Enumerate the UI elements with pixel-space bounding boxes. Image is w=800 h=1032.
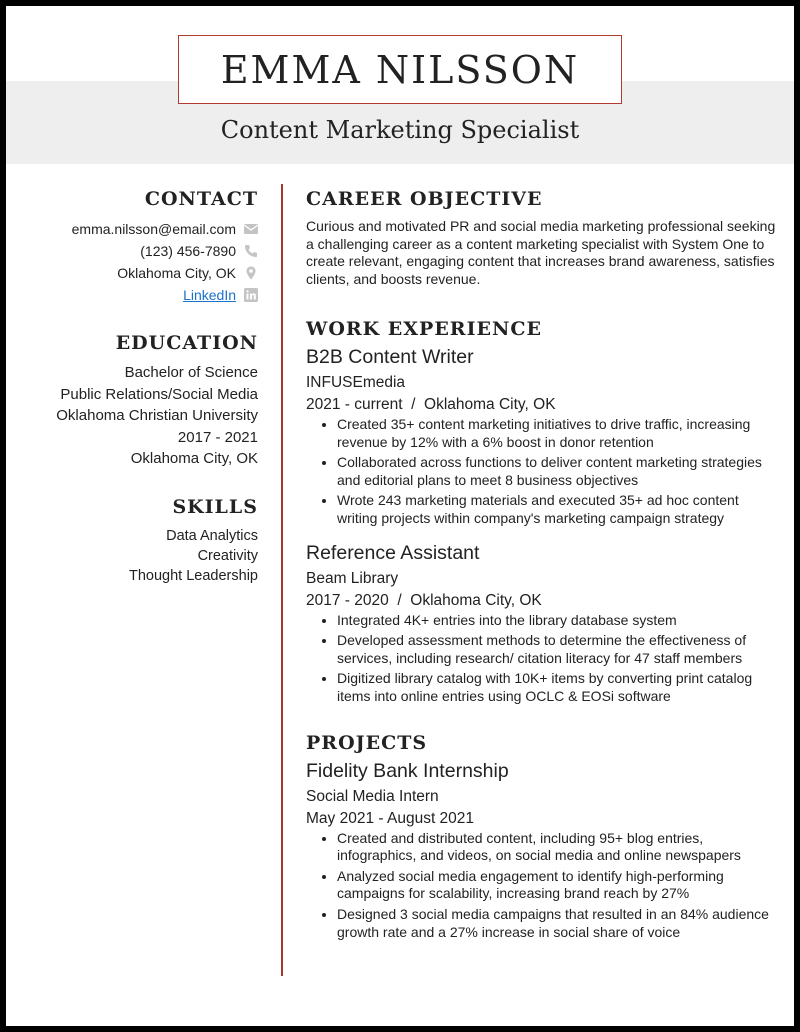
objective-heading: CAREER OBJECTIVE [306,188,543,210]
experience-heading: WORK EXPERIENCE [306,318,542,340]
education-heading: EDUCATION [115,332,258,354]
project-role: Social Media Intern [306,787,439,805]
skills-section [6,496,258,586]
job-title: B2B Content Writer [306,346,474,368]
education-years: 2017 - 2021 [177,428,258,446]
linkedin-icon [244,288,258,302]
column-divider [281,184,283,976]
bullet-item: • Digitized library catalog with 10K+ items by converting print catalog items into online entries using OCLC & EOSi software [337,670,776,705]
contact-phone [6,240,258,262]
project-title: Fidelity Bank Internship [306,759,509,782]
education-degree: Bachelor of Science [124,364,258,381]
job-title: Content Marketing Specialist [220,116,580,144]
job-bullets [306,416,776,528]
bullet-item: • Wrote 243 marketing materials and executed 35+ ad hoc content writing projects within company's marketing campaign strategy [337,492,776,527]
job-bullets [306,612,776,706]
contact-linkedin [6,284,258,306]
education-school: Oklahoma Christian University [56,407,258,424]
job-dates: 2017 - 2020 / Oklahoma City, OK [306,591,542,609]
job-entry [306,542,776,706]
projects-section [306,732,776,942]
bullet-item: • Created and distributed content, including 95+ blog entries, infographics, and videos, on social media and online newspapers [337,830,776,865]
email-text: emma.nilsson@email.com [71,221,236,237]
envelope-icon [244,222,258,236]
linkedin-link[interactable]: LinkedIn [183,287,236,303]
bullet-item: • Analyzed social media engagement to identify high-performing campaigns for scalability, increasing brand reach by 27% [337,868,776,903]
left-column [6,184,258,586]
education-section [6,332,258,470]
location-text: Oklahoma City, OK [117,265,236,281]
contact-heading: CONTACT [144,188,258,210]
objective-text: Curious and motivated PR and social media marketing professional seeking a challenging career as a content marketing specialist with System One to create relevant, engaging content that increases brand awareness, satisfies clients, and boosts revenue. [306,218,776,287]
bullet-item: • Designed 3 social media campaigns that resulted in an 84% audience growth rate and a 27% increase in social share of voice [337,906,776,941]
job-dates: 2021 - current / Oklahoma City, OK [306,396,556,413]
right-column [306,184,776,944]
experience-section [306,318,776,706]
job-company: INFUSEmedia [306,374,406,391]
job-company: Beam Library [306,569,399,587]
resume-page [6,6,794,1026]
phone-text: (123) 456-7890 [140,243,236,259]
bullet-item: • Integrated 4K+ entries into the library database system [337,612,776,630]
project-bullets [306,830,776,942]
objective-section [306,188,776,288]
projects-heading: PROJECTS [306,731,428,754]
skill-item: Thought Leadership [129,567,258,584]
bullet-item: • Created 35+ content marketing initiatives to drive traffic, increasing revenue by 12% with a 6% boost in donor retention [337,416,776,451]
education-location: Oklahoma City, OK [130,450,258,467]
job-title: Reference Assistant [306,541,480,564]
contact-location [6,262,258,284]
education-major: Public Relations/Social Media [60,385,258,403]
skill-item: Creativity [197,547,258,564]
contact-email [6,218,258,240]
skills-heading: SKILLS [172,495,258,518]
project-entry [306,760,776,942]
phone-icon [244,244,258,258]
bullet-item: • Collaborated across functions to deliver content marketing strategies and editorial plans to meet 8 business objectives [337,454,776,489]
name-box [178,35,622,104]
map-pin-icon [244,266,258,280]
project-dates: May 2021 - August 2021 [306,809,475,827]
skill-item: Data Analytics [166,527,258,544]
bullet-item: • Developed assessment methods to determine the effectiveness of services, including research/ citation literacy for 47 staff members [337,632,776,667]
contact-section [6,188,258,306]
candidate-name: EMMA NILSSON [220,47,580,92]
job-entry [306,346,776,528]
